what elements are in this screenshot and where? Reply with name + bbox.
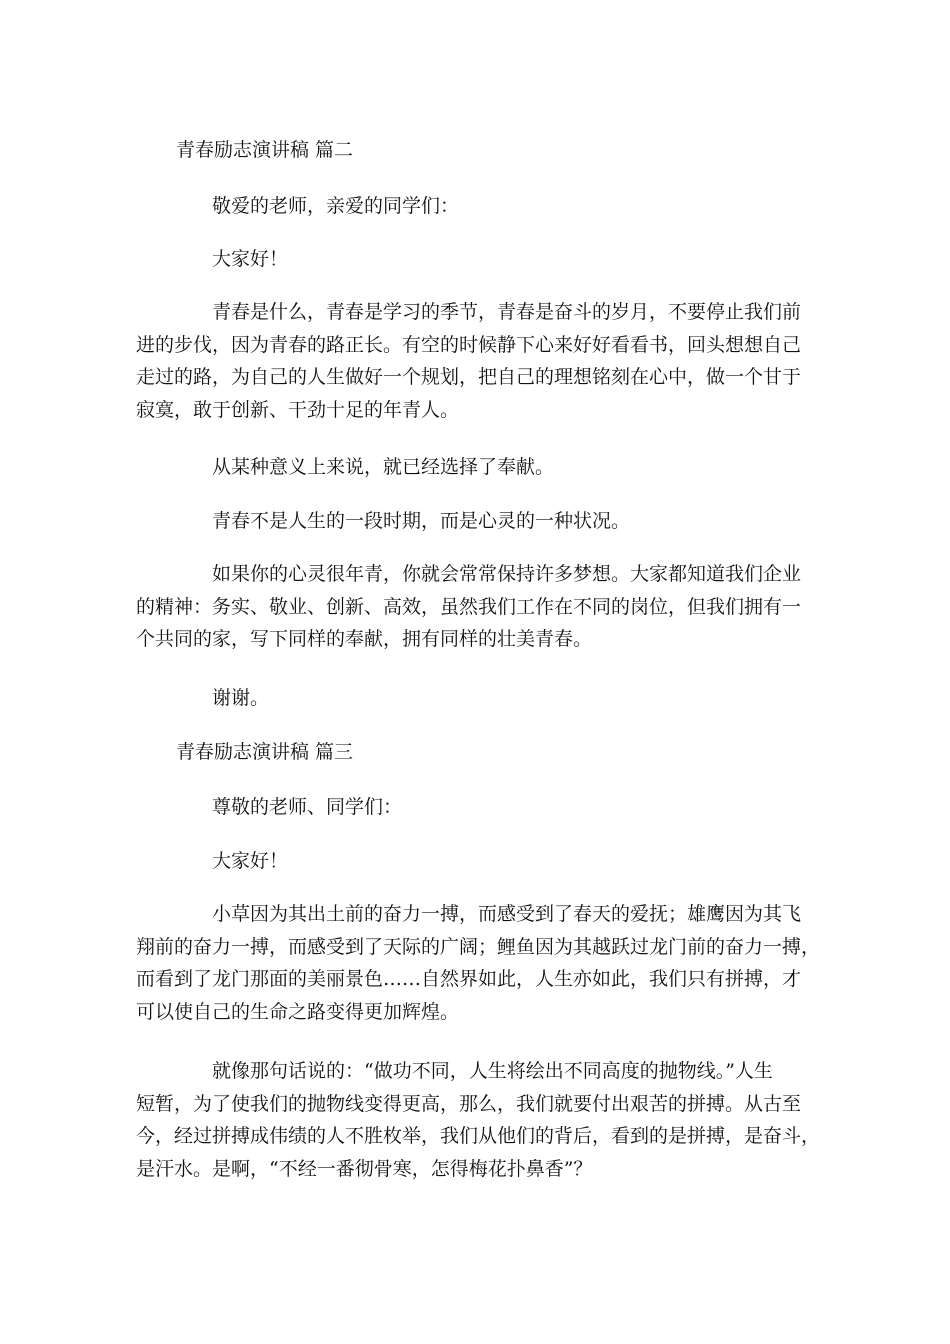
- paragraph-line: 寂寞，敢于创新、干劲十足的年青人。: [136, 398, 460, 421]
- paragraph-line: 个共同的家，写下同样的奉献，拥有同样的壮美青春。: [136, 628, 593, 650]
- paragraph-line: 可以使自己的生命之路变得更加辉煌。: [136, 1000, 460, 1023]
- paragraph: [136, 1055, 821, 1185]
- greeting-line: 尊敬的老师、同学们：: [212, 796, 403, 818]
- paragraph-line: 小草因为其出土前的奋力一搏，而感受到了春天的爱抚；雄鹰因为其飞: [212, 903, 802, 925]
- section-heading: 青春励志演讲稿 篇三: [176, 741, 354, 763]
- paragraph-line: 走过的路，为自己的人生做好一个规划，把自己的理想铭刻在心中，做一个甘于: [136, 366, 802, 388]
- paragraph-line: 青春不是人生的一段时期，而是心灵的一种状况。: [212, 510, 631, 532]
- paragraph-line: 从某种意义上来说，就已经选择了奉献。: [212, 456, 555, 478]
- paragraph: [136, 898, 821, 1028]
- paragraph-line: 进的步伐，因为青春的路正长。有空的时候静下心来好好看看书，回头想想自己: [136, 333, 802, 356]
- section-heading: 青春励志演讲稿 篇二: [176, 139, 354, 161]
- paragraph-line: 如果你的心灵很年青，你就会常常保持许多梦想。大家都知道我们企业: [212, 563, 802, 585]
- paragraph-line: 青春是什么，青春是学习的季节，青春是奋斗的岁月，不要停止我们前: [212, 301, 802, 323]
- thanks-line: 谢谢。: [212, 687, 270, 709]
- greeting-line: 敬爱的老师，亲爱的同学们：: [212, 195, 460, 217]
- paragraph: [136, 558, 816, 656]
- paragraph-line: 就像那句话说的：“做功不同，人生将绘出不同高度的抛物线。”人生: [212, 1060, 773, 1082]
- paragraph-line: 翔前的奋力一搏，而感受到了天际的广阔；鲤鱼因为其越跃过龙门前的奋力一搏，: [136, 935, 821, 958]
- paragraph: [136, 296, 816, 426]
- paragraph-line: 今，经过拼搏成伟绩的人不胜枚举，我们从他们的背后，看到的是拼搏，是奋斗，: [136, 1125, 821, 1147]
- paragraph-line: 而看到了龙门那面的美丽景色……自然界如此，人生亦如此，我们只有拼搏，才: [136, 968, 802, 990]
- hello-line: 大家好！: [212, 850, 289, 872]
- paragraph-line: 短暂，为了使我们的抛物线变得更高，那么，我们就要付出艰苦的拼搏。从古至: [136, 1092, 802, 1115]
- paragraph-line: 的精神：务实、敬业、创新、高效，虽然我们工作在不同的岗位，但我们拥有一: [136, 595, 802, 618]
- hello-line: 大家好！: [212, 248, 289, 270]
- paragraph-line: 是汗水。是啊，“不经一番彻骨寒，怎得梅花扑鼻香”？: [136, 1157, 593, 1180]
